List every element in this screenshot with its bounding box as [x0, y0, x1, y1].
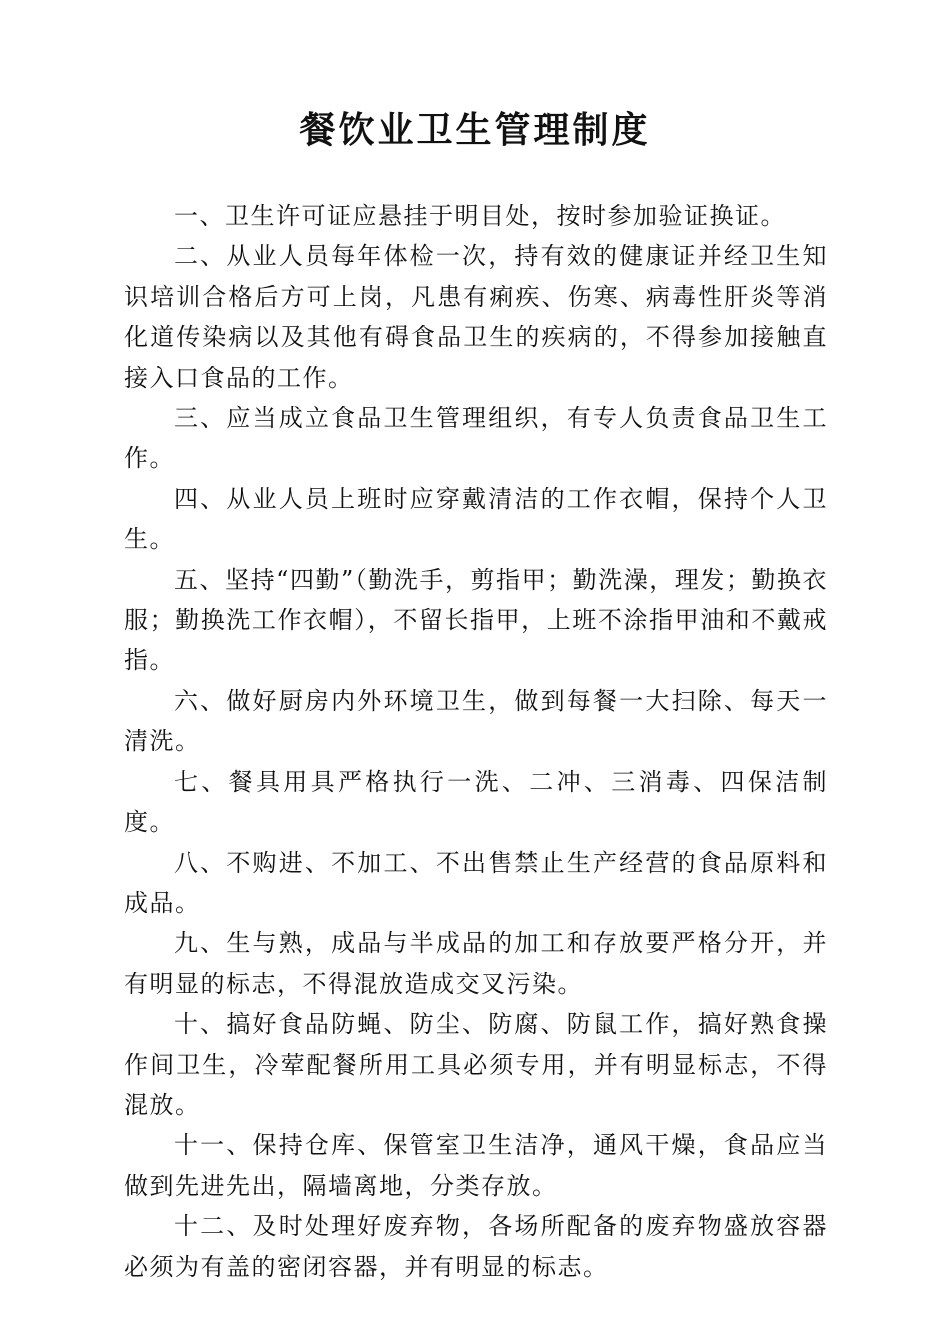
paragraph-12: 十二、及时处理好废弃物，各场所配备的废弃物盛放容器必须为有盖的密闭容器，并有明显的标志。: [124, 1212, 828, 1281]
paragraph-1: 一、卫生许可证应悬挂于明目处，按时参加验证换证。: [174, 202, 786, 230]
paragraph-9: 九、生与熟，成品与半成品的加工和存放要严格分开，并有明显的标志，不得混放造成交叉污染。: [124, 929, 828, 998]
paragraph-3: 三、应当成立食品卫生管理组织，有专人负责食品卫生工作。: [124, 404, 828, 473]
paragraph-11: 十一、保持仓库、保管室卫生洁净，通风干燥，食品应当做到先进先出，隔墙离地，分类存放。: [124, 1131, 828, 1200]
paragraph-10: 十、搞好食品防蝇、防尘、防腐、防鼠工作，搞好熟食操作间卫生，冷荤配餐所用工具必须专用，并有明显标志，不得混放。: [124, 1010, 828, 1119]
paragraph-8: 八、不购进、不加工、不出售禁止生产经营的食品原料和成品。: [124, 848, 828, 917]
paragraph-6: 六、做好厨房内外环境卫生，做到每餐一大扫除、每天一清洗。: [124, 686, 828, 756]
document-title: 餐饮业卫生管理制度: [299, 109, 651, 151]
paragraph-7: 七、餐具用具严格执行一洗、二冲、三消毒、四保洁制度。: [124, 767, 828, 837]
document-body: [124, 196, 828, 1287]
paragraph-5: 五、坚持“四勤”（勤洗手，剪指甲；勤洗澡，理发；勤换衣服；勤换洗工作衣帽），不留长指甲，上班不涂指甲油和不戴戒指。: [124, 565, 828, 675]
paragraph-2: 二、从业人员每年体检一次，持有效的健康证并经卫生知识培训合格后方可上岗，凡患有痢疾、伤寒、病毒性肝炎等消化道传染病以及其他有碍食品卫生的疾病的，不得参加接触直接入口食品的工作。: [124, 242, 828, 392]
paragraph-4: 四、从业人员上班时应穿戴清洁的工作衣帽，保持个人卫生。: [124, 484, 828, 554]
